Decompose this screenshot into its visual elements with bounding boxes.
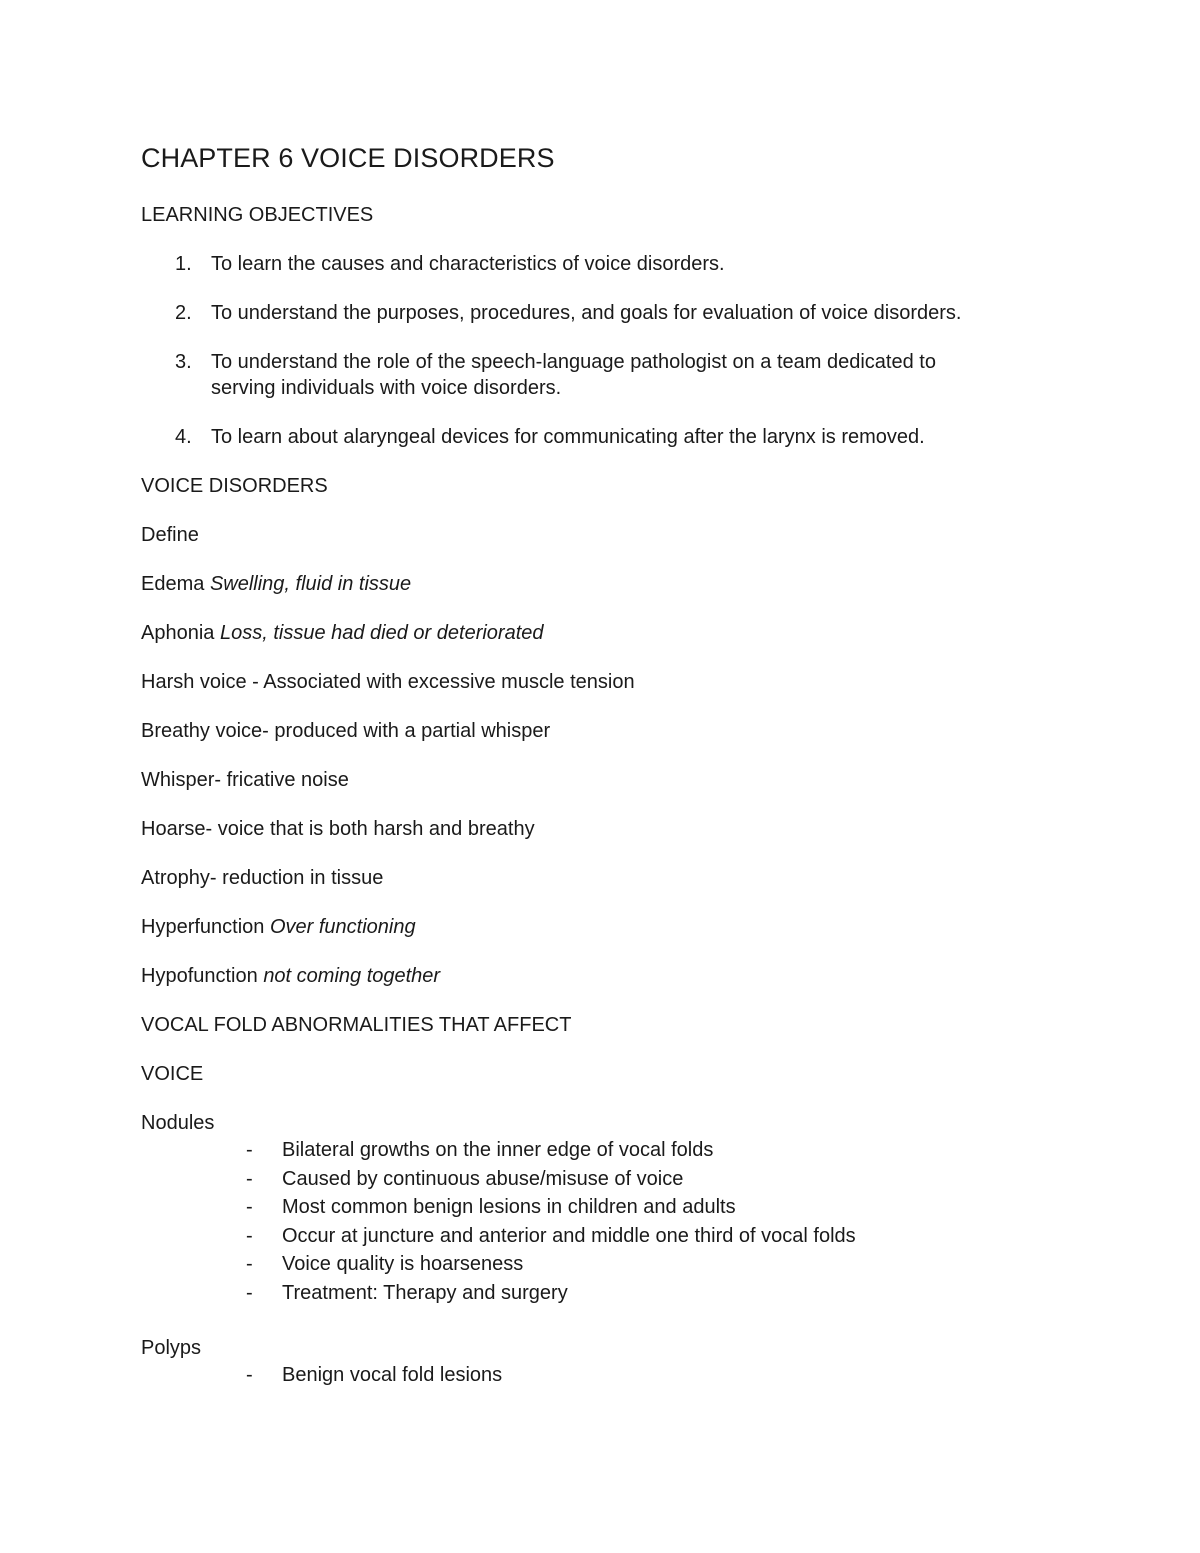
definition-term: Atrophy-	[141, 867, 217, 889]
definition-term: Whisper-	[141, 769, 222, 791]
objectives-heading: LEARNING OBJECTIVES	[141, 204, 374, 226]
definition-term: Harsh voice	[141, 671, 247, 693]
definition-hypofunction	[141, 963, 1061, 989]
list-item: - Voice quality is hoarseness	[141, 1250, 1061, 1279]
definition-description: reduction in tissue	[222, 867, 384, 889]
definition-term: Hypofunction	[141, 965, 258, 987]
definition-term: Edema	[141, 573, 205, 595]
objective-item	[141, 424, 1061, 450]
definition-hoarse	[141, 816, 1061, 842]
objective-number: 4.	[175, 426, 192, 448]
list-item: - Benign vocal fold lesions	[141, 1361, 1061, 1390]
list-item: - Treatment: Therapy and surgery	[141, 1279, 1061, 1308]
definition-aphonia	[141, 620, 1061, 646]
section-heading-voice-disorders: VOICE DISORDERS	[141, 475, 328, 497]
definition-description: not coming together	[263, 965, 441, 987]
objective-number: 1.	[175, 253, 192, 275]
definition-description: fricative noise	[226, 769, 349, 791]
definition-description: Loss, tissue had died or deteriorated	[219, 622, 544, 644]
list-item: - Occur at juncture and anterior and middle one third of vocal folds	[141, 1222, 1061, 1251]
section-heading-abnormalities-continued: VOICE	[141, 1063, 204, 1085]
objective-number: 2.	[175, 302, 192, 324]
definition-description: Over functioning	[269, 916, 416, 938]
dash-bullet: -	[246, 1224, 253, 1247]
objectives-list	[141, 251, 1061, 450]
objective-item	[141, 251, 1061, 277]
definition-term: Hoarse-	[141, 818, 213, 840]
nodules-list	[141, 1136, 1061, 1307]
definition-edema	[141, 571, 1061, 597]
definition-atrophy	[141, 865, 1061, 891]
definition-description: Associated with excessive muscle tension	[263, 671, 635, 693]
section-heading-abnormalities: VOCAL FOLD ABNORMALITIES THAT AFFECT	[141, 1014, 572, 1036]
definition-description: voice that is both harsh and breathy	[217, 818, 535, 840]
dash-bullet: -	[246, 1253, 253, 1275]
definition-term: Breathy voice-	[141, 720, 269, 742]
definition-description: Swelling, fluid in tissue	[209, 573, 412, 595]
objective-item	[141, 349, 1061, 401]
definition-whisper	[141, 767, 1061, 793]
objective-text: To learn about alaryngeal devices for communicating after the larynx is removed.	[211, 426, 925, 448]
chapter-title: CHAPTER 6 VOICE DISORDERS	[141, 143, 555, 173]
nodules-label: Nodules	[141, 1112, 215, 1134]
definition-breathy-voice	[141, 718, 1061, 744]
definition-harsh-voice: Harsh voice - Associated with excessive muscle tension	[141, 671, 635, 693]
objective-text: To learn the causes and characteristics of voice disorders.	[211, 253, 725, 275]
definition-term: Aphonia	[141, 622, 215, 644]
list-item: - Caused by continuous abuse/misuse of voice	[141, 1165, 1061, 1194]
polyps-list	[141, 1361, 1061, 1390]
list-item: - Most common benign lesions in children and adults	[141, 1193, 1061, 1222]
definition-description: produced with a partial whisper	[274, 720, 551, 742]
dash-bullet: -	[246, 1167, 253, 1190]
define-label: Define	[141, 524, 199, 546]
objective-number: 3.	[175, 351, 192, 373]
document-content	[141, 140, 1061, 1418]
polyps-label: Polyps	[141, 1337, 202, 1359]
objective-text: To understand the purposes, procedures, and goals for evaluation of voice disorders.	[211, 302, 962, 324]
definition-term: Hyperfunction	[141, 916, 265, 938]
dash-bullet: -	[246, 1281, 253, 1304]
list-item: - Bilateral growths on the inner edge of vocal folds	[141, 1136, 1061, 1165]
objective-item	[141, 300, 1061, 326]
definition-hyperfunction	[141, 914, 1061, 940]
dash-bullet: -	[246, 1139, 253, 1161]
objective-text: To understand the role of the speech-language pathologist on a team dedicated to serving individuals with voice disorders.	[211, 351, 936, 399]
dash-bullet: -	[246, 1364, 253, 1386]
dash-bullet: -	[246, 1196, 253, 1218]
